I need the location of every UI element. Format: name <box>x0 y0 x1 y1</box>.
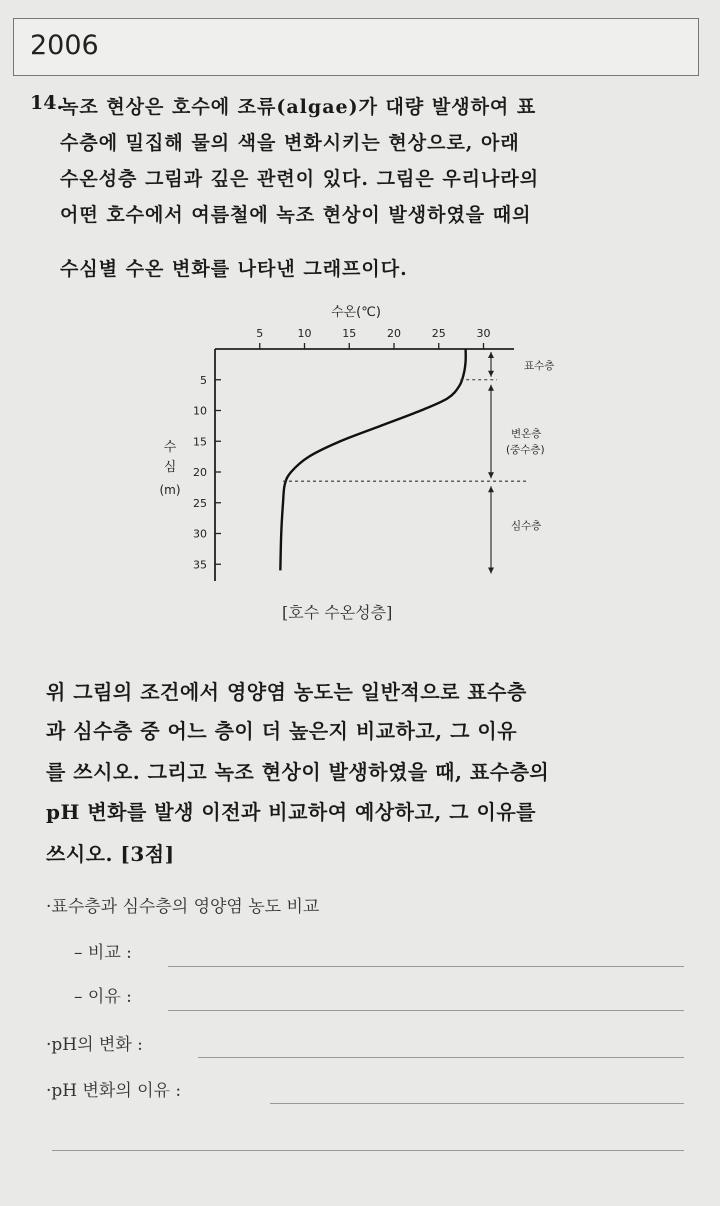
ph-reason-answer-line-2[interactable] <box>52 1150 684 1151</box>
task-line-5: 쓰시오. [3점] <box>46 842 175 866</box>
deep-arrow-head-bottom <box>488 567 494 573</box>
reason-answer-line[interactable] <box>168 1010 684 1011</box>
layer-label-deep: 심수층 <box>511 520 542 532</box>
temperature-depth-chart <box>150 296 570 586</box>
task-line-4: pH 변화를 발생 이전과 비교하여 예상하고, 그 이유를 <box>46 800 536 824</box>
question-line-4: 어떤 호수에서 여름철에 녹조 현상이 발생하였을 때의 <box>60 204 532 226</box>
y-tick-label-15: 15 <box>193 435 207 449</box>
x-tick-group <box>256 327 490 349</box>
x-tick-label-25: 25 <box>431 327 446 340</box>
x-tick-label-15: 15 <box>342 327 357 340</box>
y-tick-label-5: 5 <box>200 373 207 387</box>
y-tick-label-25: 25 <box>193 496 207 510</box>
surface-arrow-head-top <box>488 352 494 358</box>
layer-label-thermocline: 변온층 <box>511 428 542 440</box>
y-tick-label-20: 20 <box>193 466 207 479</box>
year-header-box <box>13 18 699 76</box>
surface-arrow-head-bottom <box>488 371 494 377</box>
task-line-1: 위 그림의 조건에서 영양염 농도는 일반적으로 표수층 <box>46 680 527 704</box>
question-line-3: 수온성층 그림과 깊은 관련이 있다. 그림은 우리나라의 <box>60 168 540 190</box>
thermocline-arrow-head-bottom <box>488 472 494 478</box>
x-axis-title: 수온(℃) <box>331 305 381 320</box>
reason-label: – 이유 : <box>74 987 132 1007</box>
task-line-3: 를 쓰시오. 그리고 녹조 현상이 발생하였을 때, 표수층의 <box>46 760 550 784</box>
compare-answer-line[interactable] <box>168 966 684 967</box>
compare-heading: ·표수층과 심수층의 영양염 농도 비교 <box>46 897 320 917</box>
deep-arrow-head-top <box>488 486 494 492</box>
x-tick-label-5: 5 <box>256 327 264 340</box>
question-line-5: 수심별 수온 변화를 나타낸 그래프이다. <box>60 258 408 280</box>
layer-label-surface: 표수층 <box>524 360 555 372</box>
y-tick-label-35: 35 <box>193 558 207 572</box>
y-axis-title-1: 수 <box>163 440 177 455</box>
y-tick-group <box>193 374 221 572</box>
y-axis-title-2: 심 <box>163 460 177 475</box>
layer-boundaries <box>283 380 526 481</box>
temperature-curve <box>280 349 465 570</box>
task-line-2: 과 심수층 중 어느 층이 더 높은지 비교하고, 그 이유 <box>46 719 518 743</box>
y-tick-label-30: 30 <box>193 527 207 541</box>
question-line-1: 녹조 현상은 호수에 조류(algae)가 대량 발생하여 표 <box>60 96 537 118</box>
compare-label: – 비교 : <box>74 943 132 963</box>
x-tick-label-30: 30 <box>476 327 491 340</box>
y-tick-label-10: 10 <box>193 404 207 418</box>
ph-change-answer-line[interactable] <box>198 1057 684 1058</box>
figure-caption: [호수 수온성층] <box>282 603 393 622</box>
question-number: 14. <box>30 92 64 114</box>
ph-reason-answer-line[interactable] <box>270 1103 684 1104</box>
layer-arrows <box>488 352 494 573</box>
question-line-2: 수층에 밀집해 물의 색을 변화시키는 현상으로, 아래 <box>60 132 520 154</box>
ph-reason-label: ·pH 변화의 이유 : <box>46 1081 182 1101</box>
x-tick-label-10: 10 <box>297 327 312 340</box>
y-axis-title-3: (m) <box>159 483 181 497</box>
ph-change-label: ·pH의 변화 : <box>46 1035 143 1055</box>
thermocline-arrow-head-top <box>488 385 494 391</box>
year-label: 2006 <box>30 30 99 61</box>
x-tick-label-20: 20 <box>387 327 401 340</box>
layer-label-thermocline-sub: (중수층) <box>506 444 545 456</box>
